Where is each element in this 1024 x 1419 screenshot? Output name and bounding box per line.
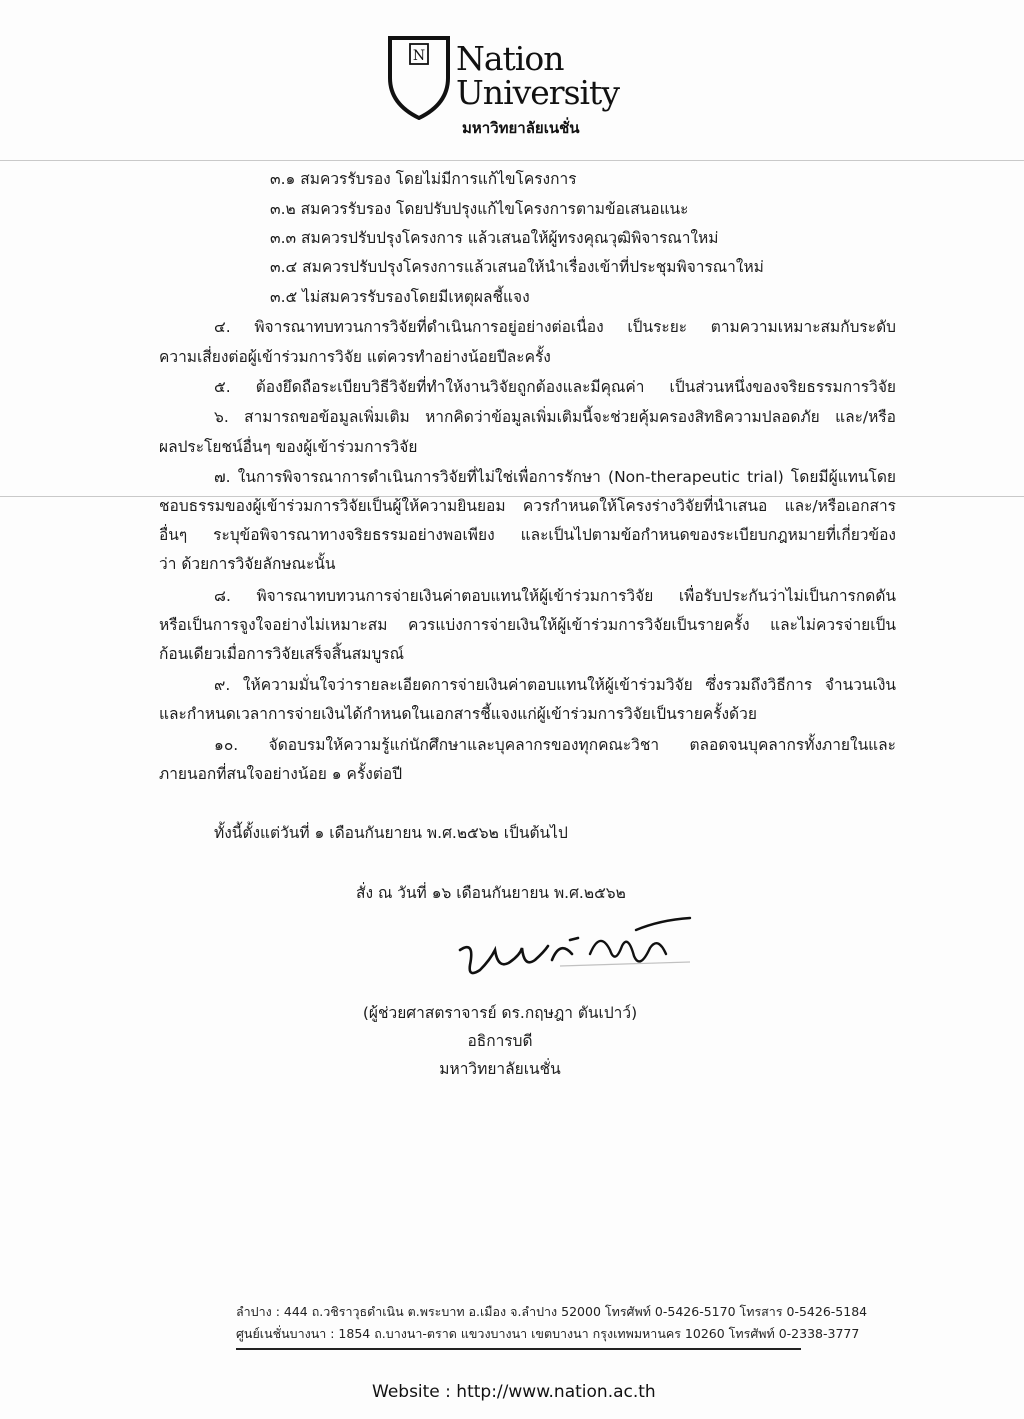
- logo-wordmark-university: University: [456, 73, 619, 112]
- nation-university-logo: [386, 34, 646, 144]
- item-4-line-1: ๔. พิจารณาทบทวนการวิจัยที่ดำเนินการอยู่อย่างต่อเนื่อง เป็นระยะ ตามความเหมาะสมกับระดับ: [214, 318, 896, 336]
- footer-lampang-address: ลำปาง : 444 ถ.วชิราวุธดำเนิน ต.พระบาท อ.เมือง จ.ลำปาง 52000 โทรศัพท์ 0-5426-5170 โทรสาร 0-5426-5184: [236, 1304, 868, 1319]
- item-7-line-1: ๗. ในการพิจารณาการดำเนินการวิจัยที่ไม่ใช่เพื่อการรักษา (Non-therapeutic trial) โดยมีผู้แทนโดย: [214, 468, 896, 486]
- footer-website: Website : http://www.nation.ac.th: [372, 1382, 656, 1402]
- handwritten-signature: [440, 910, 700, 990]
- page-fold-line: [0, 160, 1024, 161]
- item-4-line-2: ความเสี่ยงต่อผู้เข้าร่วมการวิจัย แต่ควรทำอย่างน้อยปีละครั้ง: [159, 348, 551, 366]
- item-3-2: ๓.๒ สมควรรับรอง โดยปรับปรุงแก้ไขโครงการตามข้อเสนอแนะ: [270, 200, 689, 218]
- item-8-line-3: ก้อนเดียวเมื่อการวิจัยเสร็จสิ้นสมบูรณ์: [159, 645, 404, 663]
- item-3-1: ๓.๑ สมควรรับรอง โดยไม่มีการแก้ไขโครงการ: [270, 170, 577, 188]
- item-8-line-2: หรือเป็นการจูงใจอย่างไม่เหมาะสม ควรแบ่งการจ่ายเงินให้ผู้เข้าร่วมการวิจัยเป็นรายครั้ง และไม่ควรจ่ายเป็น: [159, 616, 896, 634]
- item-9-line-2: และกำหนดเวลาการจ่ายเงินได้กำหนดในเอกสารชี้แจงแก่ผู้เข้าร่วมการวิจัยเป็นรายครั้งด้วย: [159, 705, 757, 723]
- item-10-line-2: ภายนอกที่สนใจอย่างน้อย ๑ ครั้งต่อปี: [159, 765, 403, 783]
- item-3-4: ๓.๔ สมควรปรับปรุงโครงการแล้วเสนอให้นำเรื่องเข้าที่ประชุมพิจารณาใหม่: [270, 258, 764, 276]
- item-9-line-1: ๙. ให้ความมั่นใจว่ารายละเอียดการจ่ายเงินค่าตอบแทนให้ผู้เข้าร่วมวิจัย ซึ่งรวมถึงวิธีการ จำนวนเงิน: [214, 676, 896, 694]
- item-7-line-3: อื่นๆ ระบุข้อพิจารณาทางจริยธรรมอย่างพอเพียง และเป็นไปตามข้อกำหนดของระเบียบกฎหมายที่เกี่ยวข้อง: [159, 526, 896, 544]
- svg-text:N: N: [412, 48, 426, 64]
- footer-divider: [236, 1348, 801, 1350]
- logo-thai-name: มหาวิทยาลัยเนชั่น: [462, 119, 580, 137]
- item-3-5: ๓.๕ ไม่สมควรรับรองโดยมีเหตุผลชี้แจง: [270, 288, 530, 306]
- item-10-line-1: ๑๐. จัดอบรมให้ความรู้แก่นักศึกษาและบุคลากรของทุกคณะวิชา ตลอดจนบุคลากรทั้งภายในและ: [214, 736, 896, 754]
- signatory-name: (ผู้ช่วยศาสตราจารย์ ดร.กฤษฎา ตันเปาว์): [362, 1004, 638, 1022]
- signatory-title: อธิการบดี: [467, 1032, 533, 1050]
- shield-icon: [386, 34, 452, 120]
- item-8-line-1: ๘. พิจารณาทบทวนการจ่ายเงินค่าตอบแทนให้ผู้เข้าร่วมการวิจัย เพื่อรับประกันว่าไม่เป็นการกดดัน: [214, 587, 896, 605]
- item-7-line-4: ว่า ด้วยการวิจัยลักษณะนั้น: [159, 555, 336, 573]
- item-6-line-1: ๖. สามารถขอข้อมูลเพิ่มเติม หากคิดว่าข้อมูลเพิ่มเติมนี้จะช่วยคุ้มครองสิทธิความปลอดภัย และ/หรือ: [214, 408, 896, 426]
- item-3-3: ๓.๓ สมควรปรับปรุงโครงการ แล้วเสนอให้ผู้ทรงคุณวุฒิพิจารณาใหม่: [270, 229, 719, 247]
- item-5: ๕. ต้องยึดถือระเบียบวิธีวิจัยที่ทำให้งานวิจัยถูกต้องและมีคุณค่า เป็นส่วนหนึ่งของจริยธรรมการวิจัย: [214, 378, 896, 396]
- footer-bangna-address: ศูนย์เนชั่นบางนา : 1854 ถ.บางนา-ตราด แขวงบางนา เขตบางนา กรุงเทพมหานคร 10260 โทรศัพท์ 0-2338-3777: [236, 1326, 860, 1341]
- effective-date: ทั้งนี้ตั้งแต่วันที่ ๑ เดือนกันยายน พ.ศ.๒๕๖๒ เป็นต้นไป: [214, 824, 568, 842]
- item-7-line-2: ชอบธรรมของผู้เข้าร่วมการวิจัยเป็นผู้ให้ความยินยอม ควรกำหนดให้โครงร่างวิจัยที่นำเสนอ และ/หรือเอกสาร: [159, 497, 896, 515]
- logo-wordmark-nation: Nation: [456, 39, 564, 78]
- signatory-organization: มหาวิทยาลัยเนชั่น: [439, 1060, 561, 1078]
- item-6-line-2: ผลประโยชน์อื่นๆ ของผู้เข้าร่วมการวิจัย: [159, 438, 418, 456]
- order-date: สั่ง ณ วันที่ ๑๖ เดือนกันยายน พ.ศ.๒๕๖๒: [356, 884, 626, 902]
